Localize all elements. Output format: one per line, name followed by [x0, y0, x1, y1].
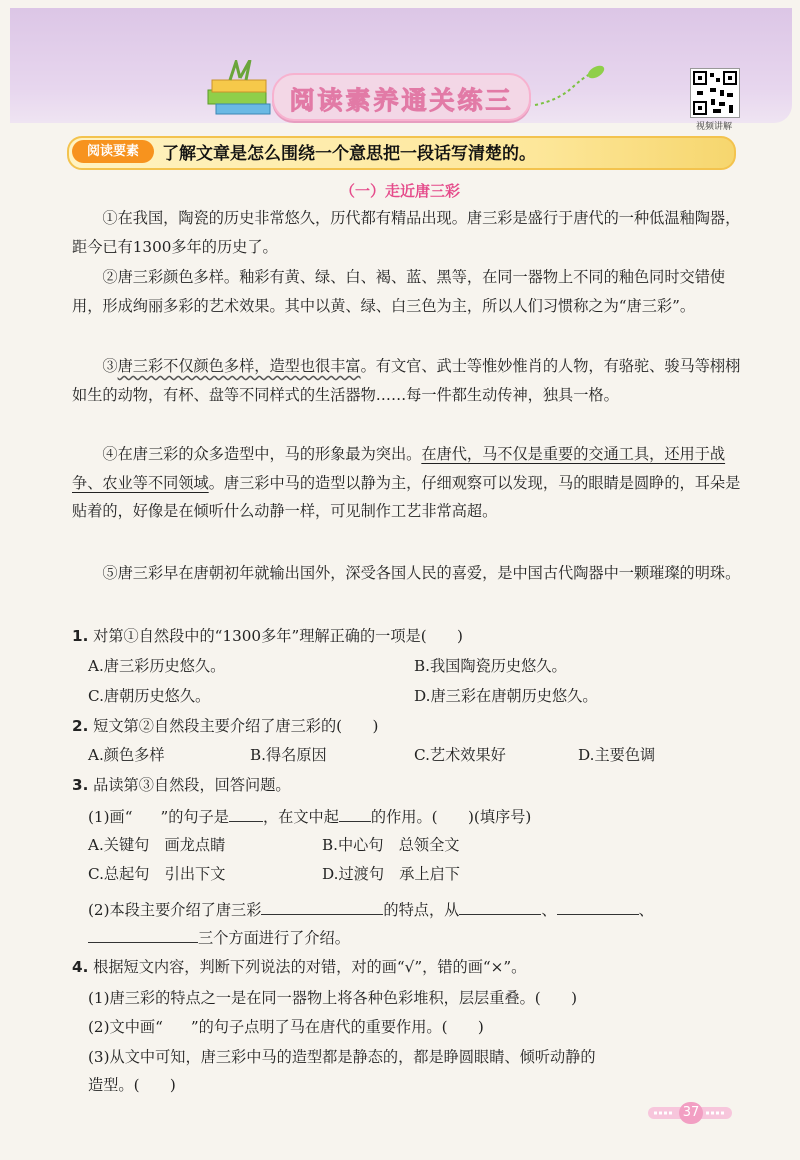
answer-blank-3-2-d[interactable] — [88, 926, 198, 943]
qr-label: 视频讲解 — [695, 122, 732, 132]
question-3-stem: 品读第③自然段，回答问题。 — [93, 776, 291, 794]
option-3b[interactable]: B.中心句 总领全文 — [322, 836, 460, 854]
option-1d[interactable]: D.唐三彩在唐朝历史悠久。 — [414, 687, 598, 705]
option-1a[interactable]: A.唐三彩历史悠久。 — [88, 657, 226, 675]
option-3a[interactable]: A.关键句 画龙点睛 — [88, 836, 226, 854]
requirement-tag: 阅读要素 — [72, 140, 154, 163]
question-4-stem: 根据短文内容，判断下列说法的对错，对的画“√”，错的画“×”。 — [93, 958, 527, 976]
question-4-number: 4. — [72, 958, 89, 976]
question-1-number: 1. — [72, 627, 89, 645]
qr-code-icon[interactable] — [690, 68, 740, 118]
books-icon — [200, 60, 280, 120]
question-3-sub-2: (2)本段主要介绍了唐三彩 的特点，从 、 、 — [88, 898, 654, 920]
question-3-sub-2-cont: 三个方面进行了介绍。 — [88, 926, 350, 948]
leaf-icon — [530, 60, 610, 110]
option-2c[interactable]: C.艺术效果好 — [414, 746, 506, 764]
paragraph-3-rest: 。有文官、武士等惟妙惟肖的人物，有骆驼、骏马等栩栩如生的动物，有杯、盘等不同样式的生活器物……每一件都生动传神，独具一格。 — [72, 357, 741, 404]
requirement-text: 了解文章是怎么围绕一个意思把一段话写清楚的。 — [162, 144, 536, 164]
paragraph-3 — [72, 352, 744, 409]
question-2-number: 2. — [72, 717, 89, 735]
option-1b[interactable]: B.我国陶瓷历史悠久。 — [414, 657, 567, 675]
statement-4-3-cont: 造型。( ) — [88, 1076, 176, 1094]
question-2 — [72, 716, 378, 736]
paragraph-4-rest: 。唐三彩中马的造型以静为主，仔细观察可以发现，马的眼睛是圆睁的，耳朵是贴着的，好像是在倾听什么动静一样，可见制作工艺非常高超。 — [72, 473, 741, 520]
option-2b[interactable]: B.得名原因 — [250, 746, 327, 764]
statement-4-1[interactable]: (1)唐三彩的特点之一是在同一器物上将各种色彩堆积，层层重叠。( ) — [88, 989, 577, 1007]
statement-4-3[interactable]: (3)从文中可知，唐三彩中马的造型都是静态的，都是睁圆眼睛、倾听动静的 — [88, 1048, 596, 1066]
question-3-number: 3. — [72, 776, 89, 794]
page-number: 37 — [679, 1102, 703, 1124]
paragraph-5: ⑤唐三彩早在唐朝初年就输出国外，深受各国人民的喜爱，是中国古代陶器中一颗璀璨的明珠。 — [102, 564, 741, 582]
wavy-underlined-sentence: 唐三彩不仅颜色多样，造型也很丰富 — [117, 357, 361, 375]
answer-blank-3-2-c[interactable] — [557, 898, 639, 915]
page-title: 阅读素养通关练三 — [289, 86, 514, 115]
option-3d[interactable]: D.过渡句 承上启下 — [322, 865, 460, 883]
paragraph-1: ①在我国，陶瓷的历史非常悠久，历代都有精品出现。唐三彩是盛行于唐代的一种低温釉陶器，距今已有1300多年的历史了。 — [72, 209, 741, 256]
option-1c[interactable]: C.唐朝历史悠久。 — [88, 687, 211, 705]
paragraph-4 — [72, 440, 744, 526]
statement-4-2[interactable]: (2)文中画“ ”的句子点明了马在唐代的重要作用。( ) — [88, 1018, 484, 1036]
title-pill — [272, 73, 531, 121]
question-1-stem: 对第①自然段中的“1300多年”理解正确的一项是( ) — [93, 627, 463, 645]
question-2-stem: 短文第②自然段主要介绍了唐三彩的( ) — [93, 717, 379, 735]
question-4 — [72, 957, 526, 977]
answer-blank-3-2-a[interactable] — [261, 898, 383, 915]
paragraph-2: ②唐三彩颜色多样。釉彩有黄、绿、白、褐、蓝、黑等，在同一器物上不同的釉色同时交错使用，形成绚丽多彩的艺术效果。其中以黄、绿、白三色为主，所以人们习惯称之为“唐三彩”。 — [72, 268, 726, 315]
question-3-sub-1: (1)画“ ”的句子是 ，在文中起 的作用。( )(填序号) — [88, 805, 531, 827]
answer-blank-3-1-b[interactable] — [339, 805, 371, 822]
line-underlined-sentence: 在唐代，马不仅是重要的交通工具，还用于战争、农业等不同领域 — [72, 445, 726, 492]
option-3c[interactable]: C.总起句 引出下文 — [88, 865, 226, 883]
section-title: （一）走近唐三彩 — [339, 182, 460, 200]
question-3 — [72, 775, 291, 795]
paragraph-4-start: ④在唐三彩的众多造型中，马的形象最为突出。 — [102, 445, 422, 463]
question-1 — [72, 626, 463, 646]
option-2d[interactable]: D.主要色调 — [578, 746, 656, 764]
option-2a[interactable]: A.颜色多样 — [88, 746, 165, 764]
answer-blank-3-2-b[interactable] — [459, 898, 541, 915]
answer-blank-3-1-a[interactable] — [229, 805, 263, 822]
paragraph-3-num: ③ — [102, 357, 118, 375]
